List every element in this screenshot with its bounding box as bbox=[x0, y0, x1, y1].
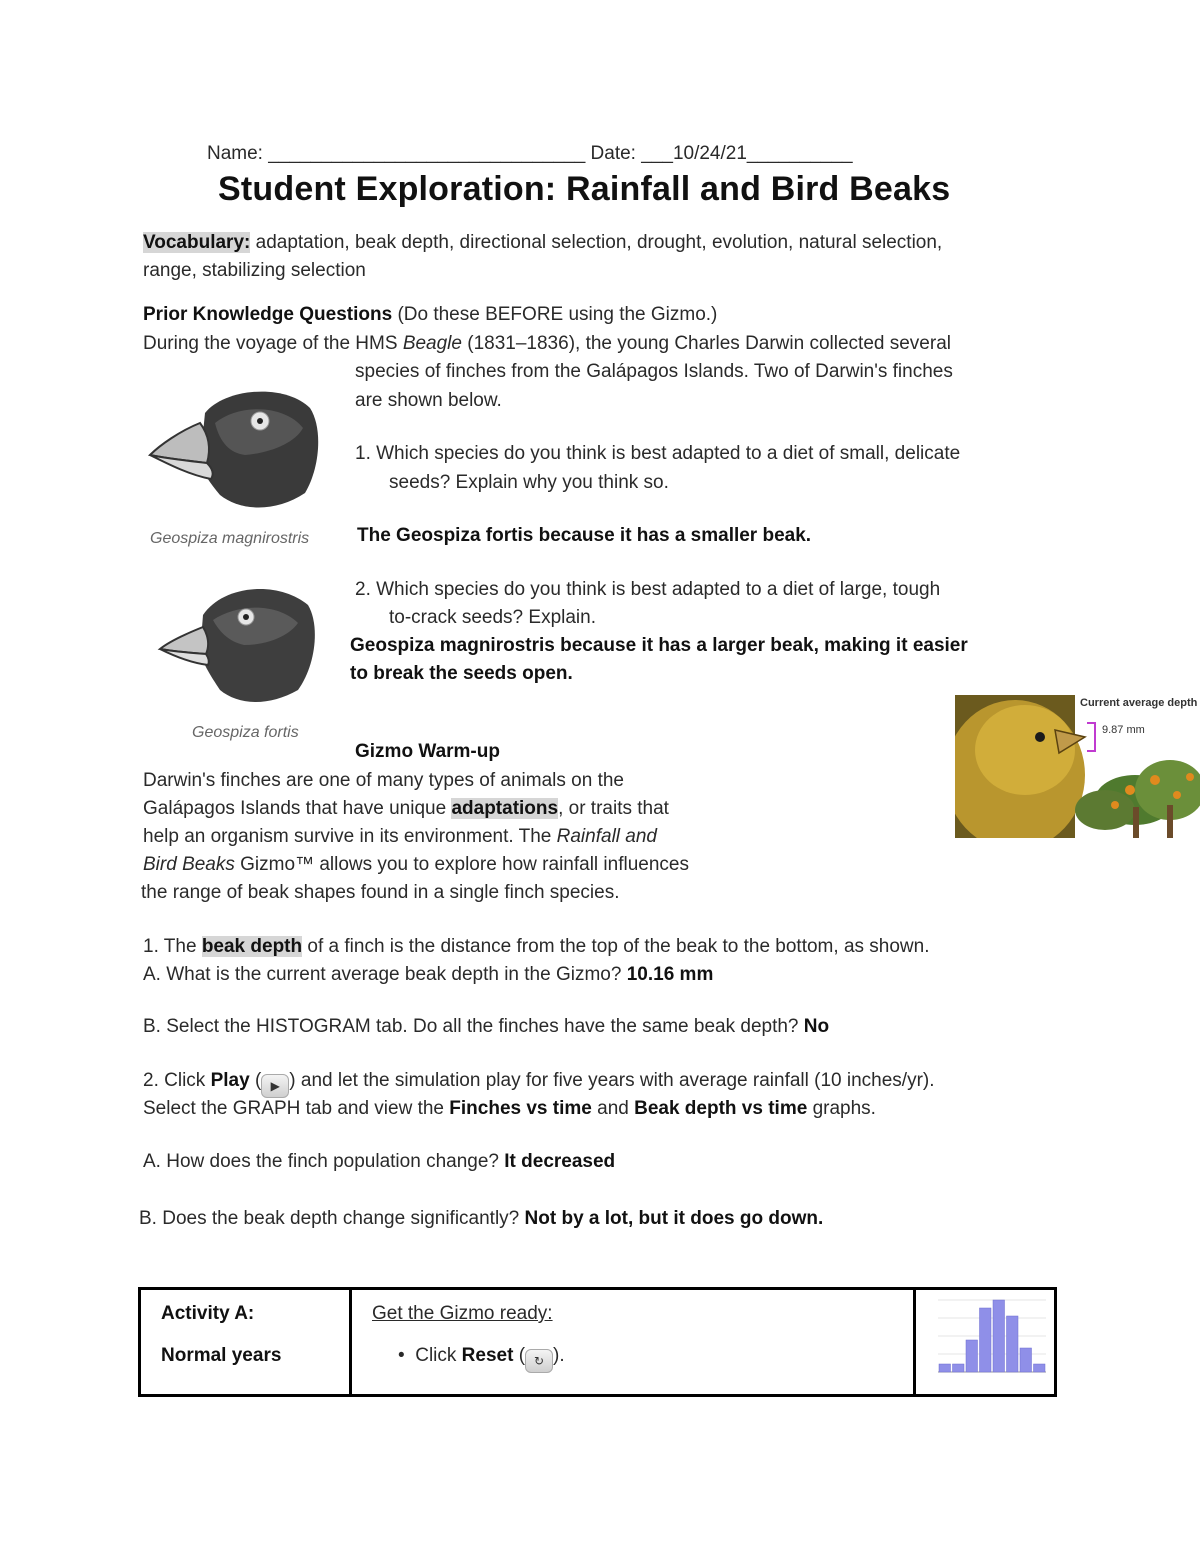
instruction-text: Click bbox=[415, 1345, 457, 1366]
q2-text: 2. Click bbox=[143, 1070, 206, 1091]
get-ready-heading: Get the Gizmo ready: bbox=[372, 1303, 553, 1324]
q1b-question: B. Select the HISTOGRAM tab. Do all the finches have the same beak depth? bbox=[143, 1016, 799, 1037]
q2-text: ) and let the simulation play for five years with average rainfall (10 inches/yr). bbox=[289, 1070, 935, 1091]
prior-heading: Prior Knowledge Questions bbox=[143, 304, 393, 325]
warmup-q2a-line bbox=[143, 1148, 615, 1176]
prior-intro-line-1 bbox=[143, 330, 951, 358]
finch-magnirostris-caption: Geospiza magnirostris bbox=[150, 530, 310, 547]
activity-sublabel: Normal years bbox=[161, 1345, 282, 1366]
q1-text: of a finch is the distance from the top of the beak to the bottom, as shown. bbox=[307, 936, 930, 957]
vocabulary-terms-1: adaptation, beak depth, directional selection, drought, evolution, natural selection, bbox=[255, 232, 943, 253]
intro-text-a: During the voyage of the HMS bbox=[143, 333, 398, 354]
answer-2-line-1: Geospiza magnirostris because it has a larger beak, making it easier bbox=[350, 635, 968, 656]
term-beak-depth: beak depth bbox=[201, 936, 303, 957]
graph-finches-vs-time: Finches vs time bbox=[449, 1098, 592, 1119]
q2a-answer: It decreased bbox=[504, 1151, 616, 1172]
date-value: ___10/24/21__________ bbox=[641, 143, 853, 164]
gizmo-depth-label: Current average depth bbox=[1080, 697, 1198, 709]
q2-text: ( bbox=[254, 1070, 262, 1091]
q1a-answer: 10.16 mm bbox=[626, 964, 714, 985]
warmup-q1-line bbox=[143, 933, 930, 961]
instruction-text: ). bbox=[553, 1345, 565, 1366]
q2a-question: A. How does the finch population change? bbox=[143, 1151, 499, 1172]
question-1-line-2: seeds? Explain why you think so. bbox=[389, 472, 669, 493]
activity-table bbox=[138, 1287, 1057, 1397]
warmup-q2-line-1 bbox=[143, 1067, 935, 1098]
histogram-thumbnail bbox=[922, 1294, 1052, 1390]
prior-intro-line-3: are shown below. bbox=[355, 390, 502, 411]
answer-1: The Geospiza fortis because it has a smaller beak. bbox=[357, 525, 812, 546]
play-label: Play bbox=[210, 1070, 250, 1091]
warmup-line-3 bbox=[143, 823, 657, 851]
activity-instructions-cell bbox=[351, 1289, 915, 1396]
histogram-bar bbox=[939, 1364, 951, 1372]
gizmo-title-part: Bird Beaks bbox=[143, 854, 235, 875]
activity-label-cell bbox=[140, 1289, 351, 1396]
q2-text: and bbox=[597, 1098, 629, 1119]
warmup-line-1: Darwin's finches are one of many types of animals on the bbox=[143, 770, 624, 791]
question-2-line-2: to-crack seeds? Explain. bbox=[389, 607, 596, 628]
term-adaptations: adaptations bbox=[451, 798, 559, 819]
warmup-q1b-line bbox=[143, 1013, 829, 1041]
q2-text: graphs. bbox=[812, 1098, 876, 1119]
intro-text-b: (1831–1836), the young Charles Darwin collected several bbox=[467, 333, 951, 354]
q2b-answer: Not by a lot, but it does go down. bbox=[524, 1208, 824, 1229]
warmup-q2-line-2 bbox=[143, 1095, 876, 1123]
instruction-text: ( bbox=[518, 1345, 526, 1366]
warmup-text: Galápagos Islands that have unique bbox=[143, 798, 447, 819]
reset-instruction bbox=[398, 1342, 913, 1373]
finch-fortis-caption: Geospiza fortis bbox=[192, 724, 299, 741]
answer-2-line-2: to break the seeds open. bbox=[350, 663, 573, 684]
page-title: Student Exploration: Rainfall and Bird Beaks bbox=[218, 170, 951, 208]
reset-label: Reset bbox=[461, 1345, 514, 1366]
graph-beak-depth-vs-time: Beak depth vs time bbox=[634, 1098, 808, 1119]
q1a-question: A. What is the current average beak depth in the Gizmo? bbox=[143, 964, 622, 985]
warmup-text: , or traits that bbox=[558, 798, 669, 819]
warmup-q1a-line bbox=[143, 961, 713, 989]
header-line bbox=[207, 140, 853, 168]
histogram-bar bbox=[953, 1364, 965, 1372]
histogram-bar bbox=[966, 1340, 978, 1372]
q2b-question: B. Does the beak depth change significantly? bbox=[139, 1208, 520, 1229]
prior-intro-line-2: species of finches from the Galápagos Islands. Two of Darwin's finches bbox=[355, 361, 953, 382]
prior-heading-note: (Do these BEFORE using the Gizmo.) bbox=[397, 304, 718, 325]
play-icon: ▶ bbox=[261, 1074, 289, 1098]
q1b-answer: No bbox=[803, 1016, 830, 1037]
gizmo-title-part: Rainfall and bbox=[556, 826, 657, 847]
histogram-bar bbox=[1034, 1364, 1046, 1372]
activity-label: Activity A: bbox=[161, 1303, 255, 1324]
warmup-heading: Gizmo Warm-up bbox=[355, 741, 500, 762]
activity-image-cell bbox=[915, 1289, 1056, 1396]
vocabulary-terms-2: range, stabilizing selection bbox=[143, 260, 366, 281]
gizmo-depth-value: 9.87 mm bbox=[1102, 724, 1145, 736]
name-blank: ______________________________ bbox=[268, 143, 586, 164]
name-label: Name: bbox=[207, 143, 263, 164]
warmup-q2b-line bbox=[139, 1205, 823, 1233]
finch-fortis-image bbox=[148, 575, 323, 715]
bullet: • bbox=[398, 1345, 410, 1366]
ship-name: Beagle bbox=[402, 333, 462, 354]
vocabulary-line-1 bbox=[143, 229, 942, 257]
q2-text: Select the GRAPH tab and view the bbox=[143, 1098, 444, 1119]
warmup-line-4 bbox=[143, 851, 689, 879]
histogram-bar bbox=[993, 1300, 1005, 1372]
prior-heading-line bbox=[143, 301, 717, 329]
question-1-line-1: 1. Which species do you think is best adapted to a diet of small, delicate bbox=[355, 443, 961, 464]
finch-magnirostris-image bbox=[145, 383, 325, 523]
histogram-bar bbox=[1020, 1348, 1032, 1372]
vocabulary-label: Vocabulary: bbox=[143, 232, 251, 253]
warmup-line-5: the range of beak shapes found in a single finch species. bbox=[141, 882, 620, 903]
question-2-line-1: 2. Which species do you think is best adapted to a diet of large, tough bbox=[355, 579, 941, 600]
histogram-bar bbox=[1007, 1316, 1019, 1372]
warmup-text: Gizmo™ allows you to explore how rainfall influences bbox=[240, 854, 689, 875]
reset-icon: ↻ bbox=[525, 1349, 553, 1373]
histogram-bar bbox=[980, 1308, 992, 1372]
warmup-line-2 bbox=[143, 795, 669, 823]
date-label: Date: bbox=[590, 143, 636, 164]
warmup-text: help an organism survive in its environment. The bbox=[143, 826, 552, 847]
gizmo-screenshot-image bbox=[955, 695, 1200, 838]
q1-text: 1. The bbox=[143, 936, 197, 957]
